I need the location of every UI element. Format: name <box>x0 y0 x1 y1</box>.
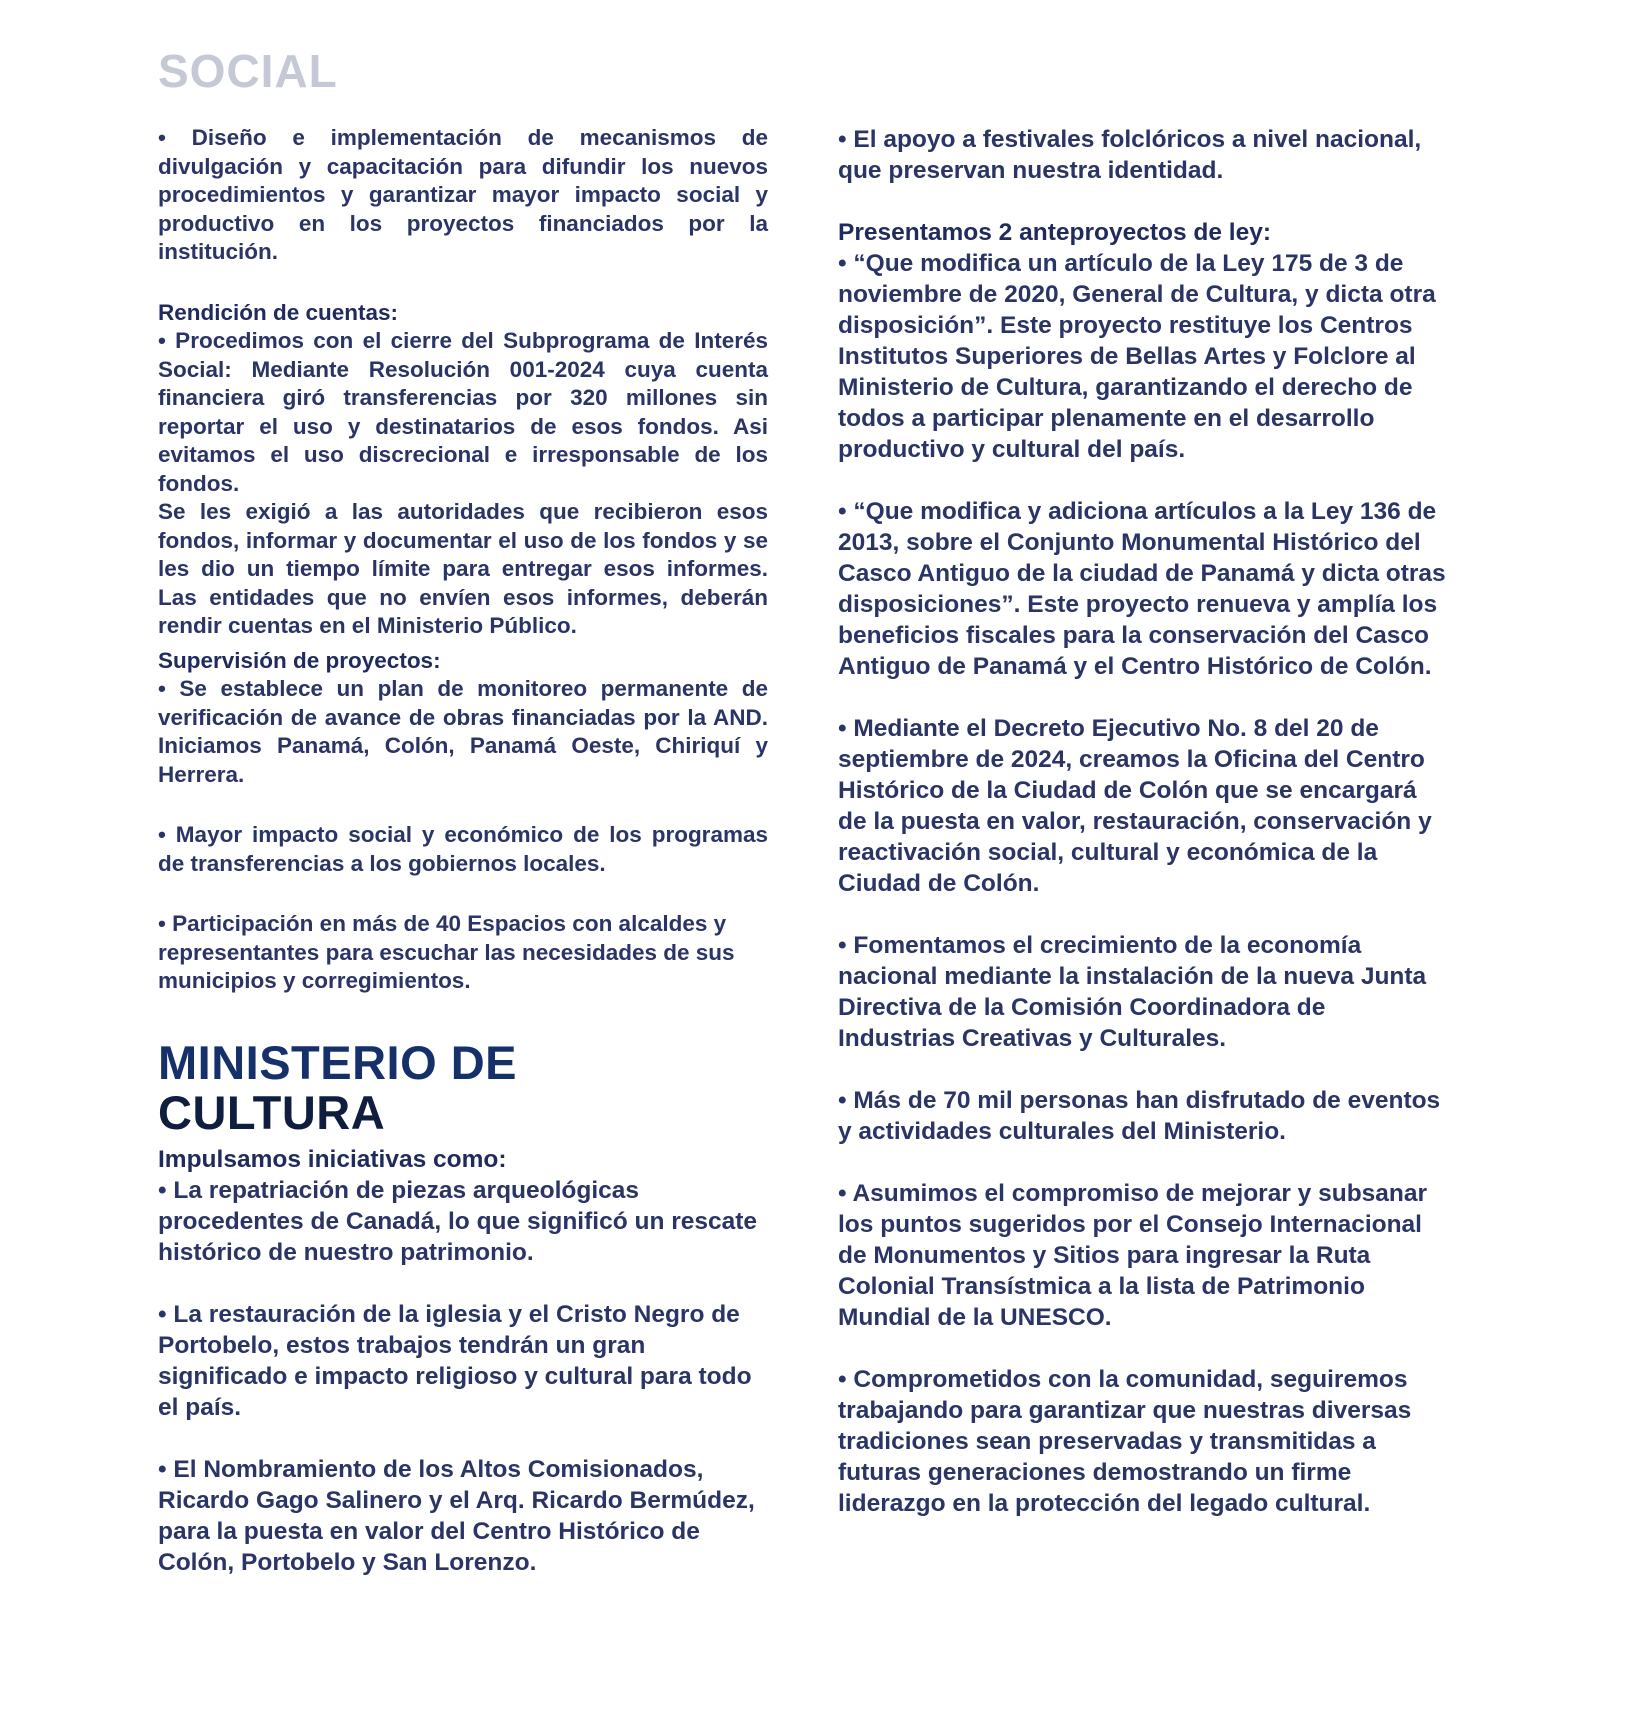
ministry-section <box>158 1144 768 1578</box>
ministry-subheading: Impulsamos iniciativas como: <box>158 1145 507 1173</box>
rendicion-paragraph: Se les exigió a las autoridades que recibieron esos fondos, informar y documentar el uso de los fondos y se les dio un tiempo límite para entregar esos informes. Las entidades que no envíen esos informes, deberán rendir cuentas en el Ministerio Público. <box>158 499 768 638</box>
ministry-bullet-2: • La restauración de la iglesia y el Cristo Negro de Portobelo, estos trabajos tendrán un gran significado e impacto religioso y cultural para todo el país. <box>158 1300 752 1421</box>
ministry-title-line-1: MINISTERIO DE <box>158 1035 518 1089</box>
ministry-bullet-3: • El Nombramiento de los Altos Comisionados, Ricardo Gago Salinero y el Arq. Ricardo Bermúdez, para la puesta en valor del Centro Histórico de Colón, Portobelo y San Lorenzo. <box>158 1455 755 1576</box>
anteproyectos-heading: Presentamos 2 anteproyectos de ley: <box>838 219 1272 246</box>
right-column <box>838 124 1448 1519</box>
comunidad-bullet: • Comprometidos con la comunidad, seguiremos trabajando para garantizar que nuestras diversas tradiciones sean preservadas y transmitidas a futuras generaciones demostrando un firme liderazgo en la protección del legado cultural. <box>838 1366 1412 1517</box>
rendicion-bullet: • Procedimos con el cierre del Subprograma de Interés Social: Mediante Resolución 001-2024 cuya cuenta financiera giró transferencias por 320 millones sin reportar el uso y destinatarios de esos fondos. Asi evitamos el uso discrecional e irresponsable de los fondos. <box>158 328 768 496</box>
ley-136-bullet: • “Que modifica y adiciona artículos a la Ley 136 de 2013, sobre el Conjunto Monumental Histórico del Casco Antiguo de la ciudad de Panamá y dicta otras disposiciones”. Este proyecto renueva y amplía los beneficios fiscales para la conservación del Casco Antiguo de Panamá y el Centro Histórico de Colón. <box>838 498 1446 680</box>
supervision-heading: Supervisión de proyectos: <box>158 647 441 673</box>
intro-bullet: • Diseño e implementación de mecanismos de divulgación y capacitación para difundir los nuevos procedimientos y garantizar mayor impacto social y productivo en los proyectos financiados por la institución. <box>158 125 768 264</box>
supervision-bullet-1: • Se establece un plan de monitoreo permanente de verificación de avance de obras financiadas por la AND. Iniciamos Panamá, Colón, Panamá Oeste, Chiriquí y Herrera. <box>158 676 768 787</box>
ministry-title-line-2: CULTURA <box>158 1085 386 1139</box>
supervision-bullet-2: • Mayor impacto social y económico de los programas de transferencias a los gobiernos locales. <box>158 822 768 876</box>
ley-175-bullet: • “Que modifica un artículo de la Ley 175 de 3 de noviembre de 2020, General de Cultura, y dicta otra disposición”. Este proyecto restituye los Centros Institutos Superiores de Bellas Artes y Folclore al Ministerio de Cultura, garantizando el derecho de todos a participar plenamente en el desarrollo productivo y cultural del país. <box>838 250 1436 463</box>
rendicion-heading: Rendición de cuentas: <box>158 299 399 325</box>
ministry-title <box>158 1035 768 1139</box>
visitantes-bullet: • Más de 70 mil personas han disfrutado de eventos y actividades culturales del Ministerio. <box>838 1087 1441 1145</box>
decreto-bullet: • Mediante el Decreto Ejecutivo No. 8 del 20 de septiembre de 2024, creamos la Oficina del Centro Histórico de la Ciudad de Colón que se encargará de la puesta en valor, restauración, conservación y reactivación social, cultural y económica de la Ciudad de Colón. <box>838 715 1432 897</box>
left-column <box>158 124 768 1578</box>
social-section <box>158 124 768 996</box>
festivales-bullet: • El apoyo a festivales folclóricos a nivel nacional, que preservan nuestra identidad. <box>838 126 1422 184</box>
unesco-bullet: • Asumimos el compromiso de mejorar y subsanar los puntos sugeridos por el Consejo Internacional de Monumentos y Sitios para ingresar la Ruta Colonial Transístmica a la lista de Patrimonio Mundial de la UNESCO. <box>838 1180 1428 1331</box>
ministry-bullet-1: • La repatriación de piezas arqueológicas procedentes de Canadá, lo que significó un rescate histórico de nuestro patrimonio. <box>158 1176 758 1266</box>
supervision-bullet-3: • Participación en más de 40 Espacios con alcaldes y representantes para escuchar las necesidades de sus municipios y corregimientos. <box>158 911 735 993</box>
economia-bullet: • Fomentamos el crecimiento de la economía nacional mediante la instalación de la nueva Junta Directiva de la Comisión Coordinadora de Industrias Creativas y Culturales. <box>838 932 1427 1052</box>
section-label: SOCIAL <box>158 45 338 97</box>
